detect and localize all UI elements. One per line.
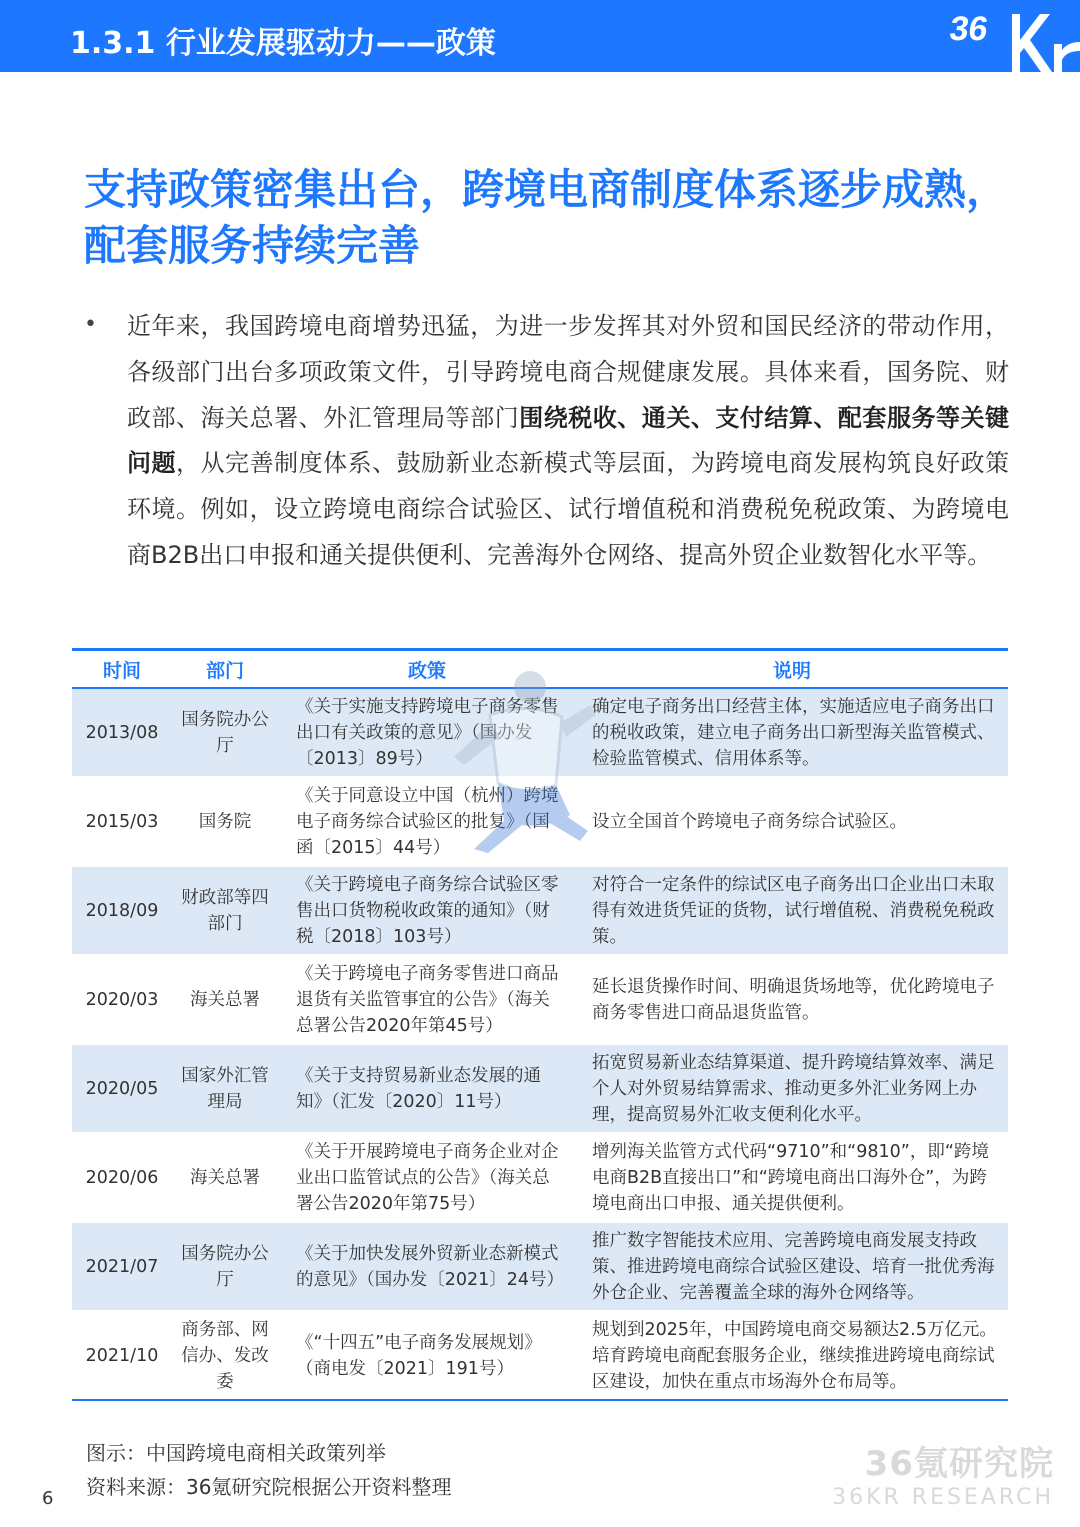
cell-date: 2015/03 [72, 777, 172, 866]
cell-dept: 国务院办公厅 [172, 688, 278, 777]
cell-date: 2013/08 [72, 688, 172, 777]
cell-policy: 《关于跨境电子商务综合试验区零售出口货物税收政策的通知》（财税〔2018〕103号） [278, 866, 576, 955]
cell-dept: 国务院 [172, 777, 278, 866]
cell-dept: 海关总署 [172, 1133, 278, 1222]
cell-policy: 《关于开展跨境电子商务企业对企业出口监管试点的公告》（海关总署公告2020年第75号） [278, 1133, 576, 1222]
cell-policy: 《关于加快发展外贸新业态新模式的意见》（国办发〔2021〕24号） [278, 1222, 576, 1311]
header-policy: 政策 [278, 650, 576, 689]
mascot-watermark [430, 665, 600, 855]
cell-date: 2020/03 [72, 955, 172, 1044]
table-row [72, 1133, 1008, 1222]
cell-desc: 延长退货操作时间、明确退货场地等，优化跨境电子商务零售进口商品退货监管。 [576, 955, 1008, 1044]
table-row [72, 1044, 1008, 1133]
table-row [72, 1311, 1008, 1400]
cell-dept: 国家外汇管理局 [172, 1044, 278, 1133]
section-title: 1.3.1 行业发展驱动力——政策 [70, 26, 496, 61]
bullet-paragraph [84, 304, 1009, 579]
cell-policy: 《关于支持贸易新业态发展的通知》（汇发〔2020〕11号） [278, 1044, 576, 1133]
cell-date: 2018/09 [72, 866, 172, 955]
cell-desc: 增列海关监管方式代码“9710”和“9810”，即“跨境电商B2B直接出口”和“跨境电商出口海外仓”，为跨境电商出口申报、通关提供便利。 [576, 1133, 1008, 1222]
cell-policy: 《关于实施支持跨境电子商务零售出口有关政策的意见》（国办发〔2013〕89号） [278, 688, 576, 777]
cell-dept: 财政部等四部门 [172, 866, 278, 955]
bullet-text-part2: ，从完善制度体系、鼓励新业态新模式等层面，为跨境电商发展构筑良好政策环境。例如，设立跨境电商综合试验区、试行增值税和消费税免税政策、为跨境电商B2B出口申报和通关提供便利、完善海外仓网络、提高外贸企业数智化水平等。 [127, 449, 1010, 569]
cell-desc: 确定电子商务出口经营主体，实施适应电子商务出口的税收政策，建立电子商务出口新型海关监管模式、检验监管模式、信用体系等。 [576, 688, 1008, 777]
cell-date: 2021/10 [72, 1311, 172, 1400]
header-dept: 部门 [172, 650, 278, 689]
brand-cn: 36氪研究院 [864, 1444, 1054, 1484]
main-heading: 支持政策密集出台，跨境电商制度体系逐步成熟，配套服务持续完善 [84, 165, 1009, 270]
36kr-logo [940, 0, 1080, 72]
cell-date: 2020/06 [72, 1133, 172, 1222]
cell-date: 2021/07 [72, 1222, 172, 1311]
cell-desc: 拓宽贸易新业态结算渠道、提升跨境结算效率、满足个人对外贸易结算需求、推动更多外汇业务网上办理，提高贸易外汇收支便利化水平。 [576, 1044, 1008, 1133]
cell-date: 2020/05 [72, 1044, 172, 1133]
cell-dept: 商务部、网信办、发改委 [172, 1311, 278, 1400]
cell-desc: 设立全国首个跨境电子商务综合试验区。 [576, 777, 1008, 866]
page-number: 6 [42, 1488, 54, 1509]
header-bar [0, 0, 1080, 72]
cell-desc: 推广数字智能技术应用、完善跨境电商发展支持政策、推进跨境电商综合试验区建设、培育一批优秀海外仓企业、完善覆盖全球的海外仓网络等。 [576, 1222, 1008, 1311]
cell-policy: 《“十四五”电子商务发展规划》（商电发〔2021〕191号） [278, 1311, 576, 1400]
brand-en: 36KR RESEARCH [832, 1485, 1054, 1510]
bullet-text-bold: 围绕税收、通关、支付结算、配套服务等关键问题 [127, 403, 1010, 478]
bullet-marker: • [84, 312, 97, 337]
figure-caption [86, 1436, 451, 1504]
bullet-text [127, 304, 1009, 579]
cell-dept: 国务院办公厅 [172, 1222, 278, 1311]
caption-figure: 图示：中国跨境电商相关政策列举 [86, 1441, 386, 1465]
cell-desc: 对符合一定条件的综试区电子商务出口企业出口未取得有效进货凭证的货物，试行增值税、消费税免税政策。 [576, 866, 1008, 955]
header-desc: 说明 [576, 650, 1008, 689]
cell-policy: 《关于同意设立中国（杭州）跨境电子商务综合试验区的批复》（国函〔2015〕44号） [278, 777, 576, 866]
cell-policy: 《关于跨境电子商务零售进口商品退货有关监管事宜的公告》（海关总署公告2020年第45号） [278, 955, 576, 1044]
table-row [72, 1222, 1008, 1311]
svg-text:36: 36 [947, 10, 991, 48]
caption-source: 资料来源：36氪研究院根据公开资料整理 [86, 1475, 452, 1499]
cell-dept: 海关总署 [172, 955, 278, 1044]
brand-watermark [832, 1436, 1054, 1510]
cell-desc: 规划到2025年，中国跨境电商交易额达2.5万亿元。培育跨境电商配套服务企业，继续推进跨境电商综试区建设，加快在重点市场海外仓布局等。 [576, 1311, 1008, 1400]
table-row [72, 866, 1008, 955]
table-row [72, 955, 1008, 1044]
bullet-text-part1: 近年来，我国跨境电商增势迅猛，为进一步发挥其对外贸和国民经济的带动作用，各级部门出台多项政策文件，引导跨境电商合规健康发展。具体来看，国务院、财政部、海关总署、外汇管理局等部门 [127, 312, 1009, 432]
header-date: 时间 [72, 650, 172, 689]
